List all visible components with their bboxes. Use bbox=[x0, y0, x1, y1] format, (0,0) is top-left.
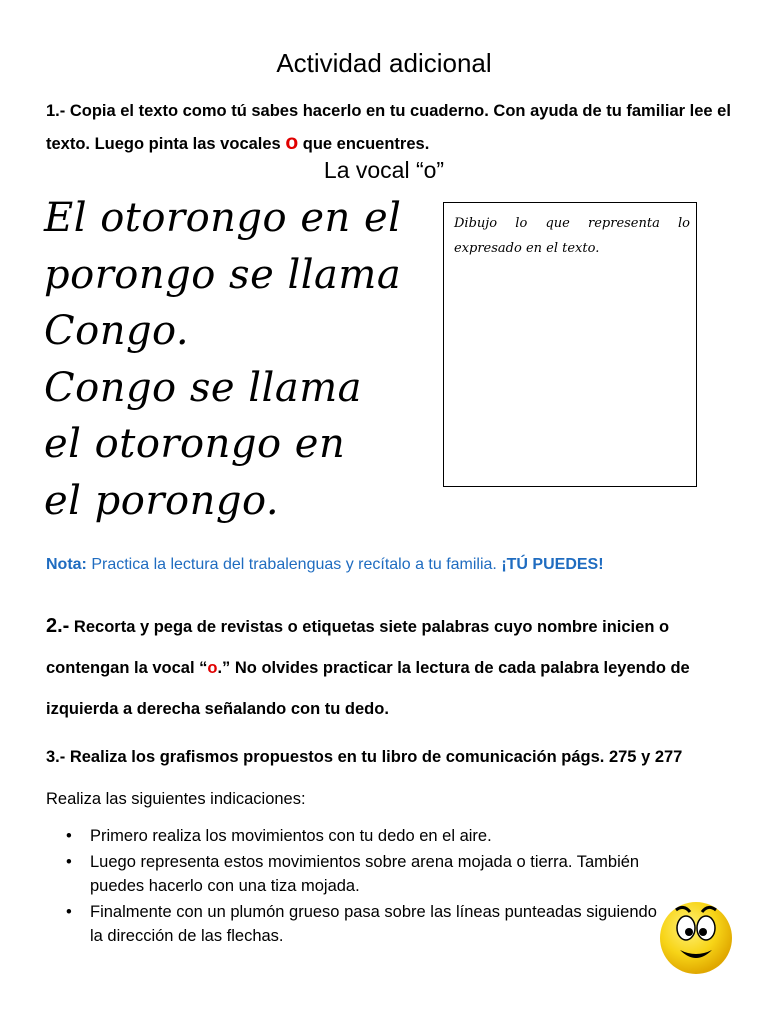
list-item-text: Finalmente con un plumón grueso pasa sobre las líneas punteadas siguiendo la dirección de las flechas. bbox=[90, 903, 657, 945]
page-title: Actividad adicional bbox=[276, 48, 492, 78]
question-2-vowel: o bbox=[207, 659, 218, 677]
question-1-vowel: o bbox=[285, 131, 299, 154]
question-1-text-end: que encuentres. bbox=[298, 135, 430, 153]
subtitle: La vocal “o” bbox=[323, 157, 445, 183]
poem-line: el otorongo en bbox=[44, 421, 346, 467]
drawing-box-instruction: Dibujo lo que representa lo expresado en el texto. bbox=[454, 216, 690, 256]
drawing-box[interactable] bbox=[443, 202, 697, 487]
poem-line: el porongo. bbox=[44, 477, 280, 524]
bullet-icon: • bbox=[66, 853, 72, 871]
question-2-number: 2.- bbox=[46, 615, 70, 637]
question-2-text: Recorta y pega de revistas o etiquetas siete palabras cuyo nombre inicien o contengan la vocal “ bbox=[46, 618, 670, 677]
note-emphasis: ¡TÚ PUEDES! bbox=[501, 556, 604, 573]
question-2-text-end: .” No olvides practicar la lectura de cada palabra leyendo de izquierda a derecha señalando con tu dedo. bbox=[46, 659, 690, 718]
poem-line: Congo se llama bbox=[44, 364, 362, 411]
note-label: Nota: bbox=[46, 556, 87, 573]
question-3: 3.- Realiza los grafismos propuestos en tu libro de comunicación págs. 275 y 277 bbox=[46, 748, 683, 766]
list-item bbox=[66, 824, 666, 848]
instructions-header: Realiza las siguientes indicaciones: bbox=[46, 790, 306, 808]
list-item bbox=[66, 850, 666, 898]
question-1-text: 1.- Copia el texto como tú sabes hacerlo en tu cuaderno. Con ayuda de tu familiar lee el texto. Luego pinta las vocales bbox=[46, 102, 731, 153]
smiley-face-icon bbox=[656, 896, 736, 976]
poem-line: porongo se llama bbox=[44, 251, 402, 298]
note bbox=[46, 556, 604, 574]
list-item-text: Primero realiza los movimientos con tu dedo en el aire. bbox=[90, 827, 492, 845]
list-item bbox=[66, 900, 666, 948]
instruction-list bbox=[66, 824, 666, 950]
bullet-icon: • bbox=[66, 827, 72, 845]
poem-line: El otorongo en el bbox=[44, 195, 402, 241]
bullet-icon: • bbox=[66, 903, 72, 921]
poem-line: Congo. bbox=[44, 308, 190, 354]
list-item-text: Luego representa estos movimientos sobre arena mojada o tierra. También puedes hacerlo con una tiza mojada. bbox=[90, 853, 640, 895]
note-text: Practica la lectura del trabalenguas y recítalo a tu familia. bbox=[86, 556, 502, 573]
question-2 bbox=[46, 606, 746, 730]
poem bbox=[44, 190, 401, 529]
question-1 bbox=[46, 96, 736, 160]
